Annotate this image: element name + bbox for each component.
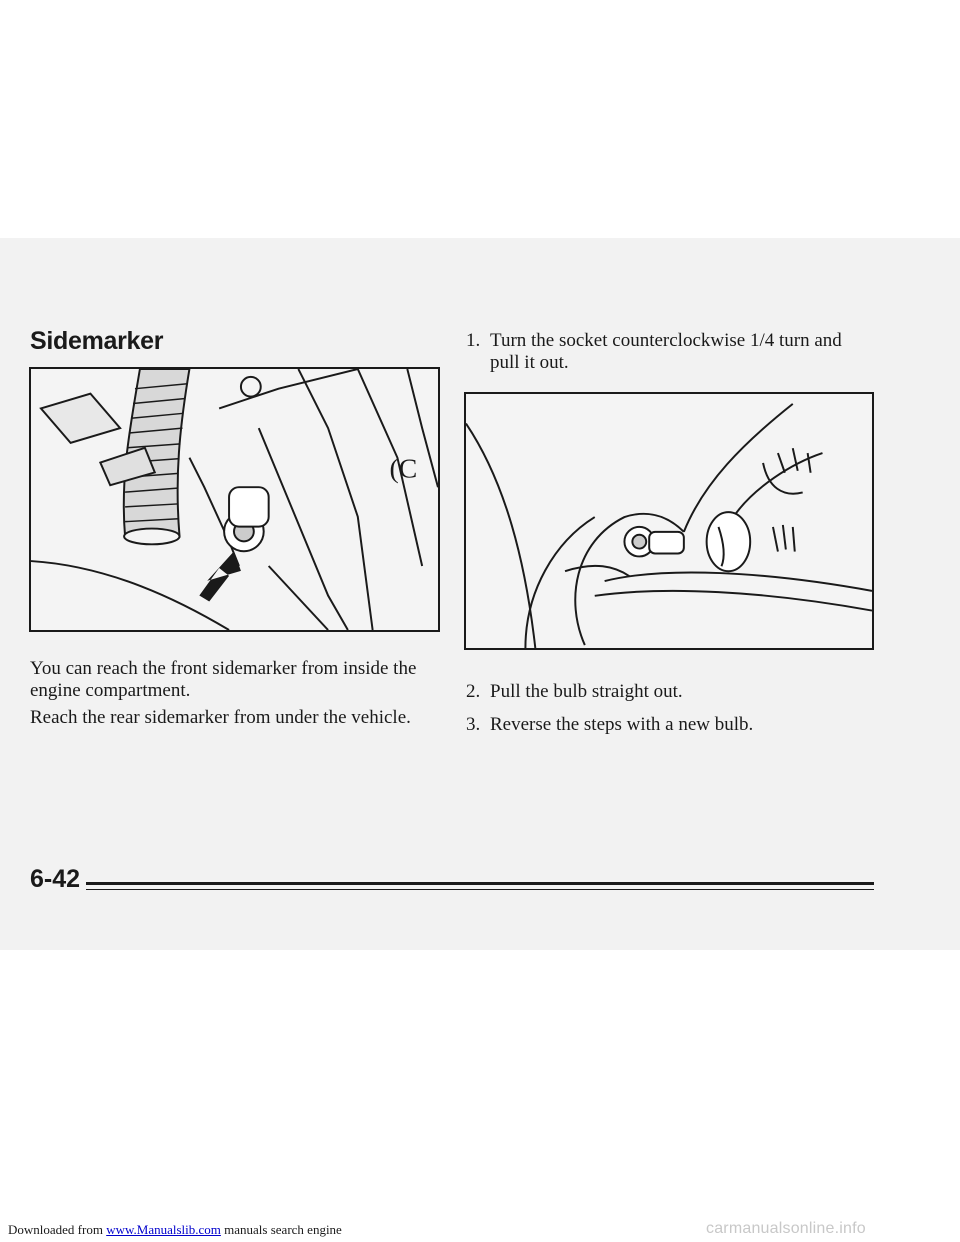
sidemarker-engine-illustration	[29, 367, 440, 632]
download-prefix: Downloaded from	[8, 1222, 107, 1237]
step-number: 1.	[466, 330, 481, 351]
step-number: 2.	[466, 681, 481, 702]
step-1	[466, 330, 876, 374]
step-2	[466, 681, 876, 703]
download-suffix: manuals search engine	[220, 1222, 342, 1237]
rear-sidemarker-paragraph: Reach the rear sidemarker from under the vehicle.	[30, 707, 411, 728]
step-text: Reverse the steps with a new bulb.	[490, 714, 754, 735]
socket-removal-illustration	[464, 392, 874, 650]
footer-rule	[86, 882, 874, 885]
manualslib-link[interactable]: www.Manualslib.com	[106, 1222, 221, 1237]
page-number: 6-42	[30, 865, 81, 893]
footer-rule-thin	[86, 889, 874, 890]
download-source-line	[8, 1222, 342, 1238]
step-3	[466, 714, 876, 736]
watermark: carmanualsonline.info	[706, 1220, 866, 1237]
section-title: Sidemarker	[30, 327, 164, 355]
svg-text:(C: (C	[389, 452, 418, 484]
step-text: Pull the bulb straight out.	[490, 681, 683, 702]
step-text: Turn the socket counterclockwise 1/4 turn and pull it out.	[490, 330, 842, 373]
front-sidemarker-paragraph: You can reach the front sidemarker from inside the engine compartment.	[30, 658, 417, 701]
step-number: 3.	[466, 714, 481, 735]
